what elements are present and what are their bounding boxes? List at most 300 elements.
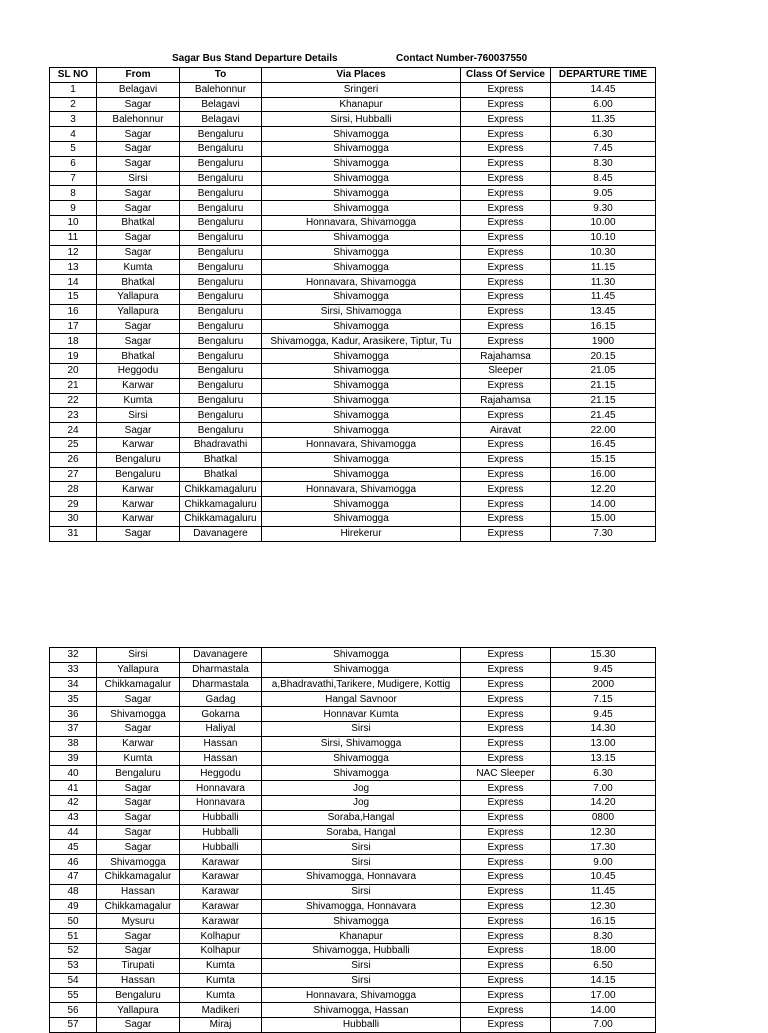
cell-sl-no: 2 (50, 97, 97, 112)
cell-via-places: Shivamogga (262, 423, 461, 438)
cell-from: Heggodu (97, 363, 180, 378)
cell-class-of-service: Express (461, 929, 551, 944)
cell-class-of-service: Express (461, 141, 551, 156)
cell-via-places: Shivamogga (262, 363, 461, 378)
cell-from: Yallapura (97, 1003, 180, 1018)
cell-sl-no: 50 (50, 914, 97, 929)
cell-to: Bengaluru (180, 423, 262, 438)
cell-departure-time: 11.45 (551, 289, 656, 304)
cell-via-places: Shivamogga (262, 349, 461, 364)
cell-via-places: Sirsi (262, 855, 461, 870)
table-row (50, 127, 656, 142)
cell-via-places: Sirsi, Shivamogga (262, 304, 461, 319)
cell-sl-no: 28 (50, 482, 97, 497)
cell-class-of-service: Express (461, 526, 551, 541)
cell-to: Gadag (180, 692, 262, 707)
cell-class-of-service: Express (461, 275, 551, 290)
header-sl-no: SL NO (50, 68, 97, 83)
cell-departure-time: 16.45 (551, 437, 656, 452)
table-row (50, 840, 656, 855)
cell-via-places: Honnavara, Shivamogga (262, 482, 461, 497)
cell-departure-time: 15.30 (551, 648, 656, 663)
cell-departure-time: 14.45 (551, 82, 656, 97)
cell-class-of-service: Express (461, 201, 551, 216)
cell-departure-time: 14.00 (551, 497, 656, 512)
cell-via-places: Honnavara, Shivamogga (262, 215, 461, 230)
cell-from: Sagar (97, 810, 180, 825)
table-row (50, 707, 656, 722)
cell-to: Kumta (180, 973, 262, 988)
cell-departure-time: 14.30 (551, 721, 656, 736)
table-row (50, 393, 656, 408)
cell-sl-no: 57 (50, 1017, 97, 1032)
cell-sl-no: 31 (50, 526, 97, 541)
contact-number: Contact Number-760037550 (396, 53, 528, 64)
cell-via-places: Soraba,Hangal (262, 810, 461, 825)
cell-class-of-service: Express (461, 186, 551, 201)
cell-sl-no: 14 (50, 275, 97, 290)
cell-to: Karawar (180, 899, 262, 914)
cell-class-of-service: Rajahamsa (461, 349, 551, 364)
table-row (50, 929, 656, 944)
cell-departure-time: 10.10 (551, 230, 656, 245)
cell-to: Heggodu (180, 766, 262, 781)
cell-to: Bengaluru (180, 319, 262, 334)
cell-departure-time: 16.15 (551, 319, 656, 334)
cell-departure-time: 7.00 (551, 1017, 656, 1032)
cell-via-places: Shivamogga, Kadur, Arasikere, Tiptur, Tu (262, 334, 461, 349)
cell-from: Sirsi (97, 648, 180, 663)
table-row (50, 97, 656, 112)
cell-to: Bengaluru (180, 260, 262, 275)
cell-class-of-service: Express (461, 751, 551, 766)
cell-to: Davanagere (180, 526, 262, 541)
cell-to: Bengaluru (180, 127, 262, 142)
cell-class-of-service: Express (461, 1017, 551, 1032)
cell-via-places: Shivamogga (262, 393, 461, 408)
cell-departure-time: 6.30 (551, 127, 656, 142)
cell-departure-time: 9.00 (551, 855, 656, 870)
cell-via-places: Shivamogga (262, 914, 461, 929)
cell-to: Bengaluru (180, 186, 262, 201)
cell-departure-time: 0800 (551, 810, 656, 825)
cell-sl-no: 54 (50, 973, 97, 988)
cell-class-of-service: Express (461, 408, 551, 423)
cell-class-of-service: Express (461, 289, 551, 304)
table-row (50, 467, 656, 482)
cell-via-places: Sirsi (262, 721, 461, 736)
cell-class-of-service: Express (461, 378, 551, 393)
cell-from: Belagavi (97, 82, 180, 97)
cell-class-of-service: Express (461, 482, 551, 497)
cell-departure-time: 22.00 (551, 423, 656, 438)
cell-via-places: Shivamogga (262, 141, 461, 156)
table-row (50, 437, 656, 452)
table-row (50, 884, 656, 899)
cell-from: Sagar (97, 781, 180, 796)
cell-sl-no: 12 (50, 245, 97, 260)
cell-departure-time: 1900 (551, 334, 656, 349)
cell-from: Kumta (97, 751, 180, 766)
table-row (50, 958, 656, 973)
cell-from: Sagar (97, 334, 180, 349)
sheet-header (49, 53, 655, 67)
cell-from: Sagar (97, 929, 180, 944)
cell-class-of-service: Express (461, 810, 551, 825)
cell-sl-no: 4 (50, 127, 97, 142)
cell-via-places: Shivamogga (262, 230, 461, 245)
cell-to: Belagavi (180, 97, 262, 112)
table-row (50, 648, 656, 663)
cell-class-of-service: Express (461, 230, 551, 245)
table-row (50, 899, 656, 914)
cell-class-of-service: Express (461, 677, 551, 692)
cell-from: Chikkamagalur (97, 677, 180, 692)
cell-class-of-service: Express (461, 319, 551, 334)
cell-to: Karawar (180, 914, 262, 929)
cell-to: Karawar (180, 869, 262, 884)
cell-sl-no: 15 (50, 289, 97, 304)
cell-sl-no: 41 (50, 781, 97, 796)
cell-to: Bengaluru (180, 201, 262, 216)
cell-to: Hubballi (180, 840, 262, 855)
table-row (50, 1017, 656, 1032)
cell-sl-no: 43 (50, 810, 97, 825)
cell-sl-no: 7 (50, 171, 97, 186)
cell-sl-no: 18 (50, 334, 97, 349)
cell-via-places: Shivamogga (262, 186, 461, 201)
cell-class-of-service: Express (461, 869, 551, 884)
cell-departure-time: 10.00 (551, 215, 656, 230)
cell-via-places: Khanapur (262, 97, 461, 112)
cell-via-places: Shivamogga (262, 511, 461, 526)
cell-sl-no: 16 (50, 304, 97, 319)
cell-sl-no: 45 (50, 840, 97, 855)
cell-from: Mysuru (97, 914, 180, 929)
table-row (50, 810, 656, 825)
cell-from: Sirsi (97, 408, 180, 423)
cell-class-of-service: Express (461, 437, 551, 452)
cell-to: Bengaluru (180, 408, 262, 423)
cell-from: Karwar (97, 497, 180, 512)
cell-via-places: Hirekerur (262, 526, 461, 541)
cell-class-of-service: Express (461, 899, 551, 914)
cell-departure-time: 15.00 (551, 511, 656, 526)
cell-from: Sagar (97, 245, 180, 260)
table-row (50, 82, 656, 97)
cell-departure-time: 16.00 (551, 467, 656, 482)
cell-from: Karwar (97, 736, 180, 751)
cell-to: Bengaluru (180, 230, 262, 245)
cell-from: Bengaluru (97, 766, 180, 781)
cell-via-places: Khanapur (262, 929, 461, 944)
cell-via-places: Shivamogga (262, 127, 461, 142)
cell-sl-no: 51 (50, 929, 97, 944)
cell-class-of-service: Express (461, 721, 551, 736)
cell-via-places: Shivamogga, Hassan (262, 1003, 461, 1018)
cell-class-of-service: Express (461, 97, 551, 112)
cell-via-places: Shivamogga, Honnavara (262, 869, 461, 884)
cell-departure-time: 14.15 (551, 973, 656, 988)
cell-via-places: Honnavara, Shivamogga (262, 437, 461, 452)
cell-sl-no: 40 (50, 766, 97, 781)
cell-sl-no: 38 (50, 736, 97, 751)
cell-class-of-service: Express (461, 334, 551, 349)
cell-sl-no: 8 (50, 186, 97, 201)
cell-class-of-service: Express (461, 943, 551, 958)
cell-sl-no: 23 (50, 408, 97, 423)
cell-departure-time: 11.35 (551, 112, 656, 127)
header-via-places: Via Places (262, 68, 461, 83)
cell-to: Bengaluru (180, 215, 262, 230)
cell-to: Hubballi (180, 810, 262, 825)
cell-from: Sagar (97, 825, 180, 840)
cell-departure-time: 2000 (551, 677, 656, 692)
table-row (50, 201, 656, 216)
cell-via-places: Shivamogga (262, 171, 461, 186)
table-row (50, 112, 656, 127)
table-row (50, 497, 656, 512)
cell-from: Sagar (97, 1017, 180, 1032)
cell-to: Chikkamagaluru (180, 497, 262, 512)
cell-departure-time: 13.15 (551, 751, 656, 766)
cell-departure-time: 12.30 (551, 899, 656, 914)
cell-class-of-service: Airavat (461, 423, 551, 438)
cell-sl-no: 26 (50, 452, 97, 467)
cell-via-places: Soraba, Hangal (262, 825, 461, 840)
cell-departure-time: 6.30 (551, 766, 656, 781)
departure-table-page-2 (49, 647, 656, 1033)
cell-to: Bengaluru (180, 378, 262, 393)
cell-class-of-service: Express (461, 648, 551, 663)
cell-from: Sagar (97, 156, 180, 171)
cell-via-places: Shivamogga (262, 497, 461, 512)
cell-sl-no: 34 (50, 677, 97, 692)
cell-departure-time: 14.00 (551, 1003, 656, 1018)
cell-sl-no: 30 (50, 511, 97, 526)
table-row (50, 677, 656, 692)
cell-via-places: Honnavara, Shivamogga (262, 275, 461, 290)
cell-class-of-service: Express (461, 497, 551, 512)
cell-sl-no: 52 (50, 943, 97, 958)
table-row (50, 721, 656, 736)
cell-sl-no: 27 (50, 467, 97, 482)
cell-departure-time: 21.45 (551, 408, 656, 423)
cell-to: Bengaluru (180, 363, 262, 378)
table-row (50, 423, 656, 438)
table-row (50, 869, 656, 884)
cell-to: Bengaluru (180, 156, 262, 171)
cell-from: Karwar (97, 511, 180, 526)
table-row (50, 973, 656, 988)
cell-via-places: Shivamogga (262, 201, 461, 216)
cell-sl-no: 46 (50, 855, 97, 870)
cell-sl-no: 42 (50, 795, 97, 810)
table-row (50, 988, 656, 1003)
cell-departure-time: 13.00 (551, 736, 656, 751)
cell-class-of-service: Express (461, 304, 551, 319)
cell-departure-time: 13.45 (551, 304, 656, 319)
cell-sl-no: 9 (50, 201, 97, 216)
cell-from: Sagar (97, 319, 180, 334)
cell-via-places: Shivamogga (262, 662, 461, 677)
table-row (50, 751, 656, 766)
cell-from: Sagar (97, 201, 180, 216)
cell-from: Bhatkal (97, 215, 180, 230)
cell-via-places: Shivamogga (262, 319, 461, 334)
table-row (50, 408, 656, 423)
table-row (50, 766, 656, 781)
cell-from: Karwar (97, 378, 180, 393)
cell-from: Yallapura (97, 289, 180, 304)
cell-class-of-service: Express (461, 914, 551, 929)
cell-sl-no: 20 (50, 363, 97, 378)
cell-class-of-service: Express (461, 736, 551, 751)
cell-from: Yallapura (97, 662, 180, 677)
cell-to: Haliyal (180, 721, 262, 736)
cell-departure-time: 12.20 (551, 482, 656, 497)
cell-to: Honnavara (180, 781, 262, 796)
table-row (50, 156, 656, 171)
cell-from: Kumta (97, 393, 180, 408)
cell-to: Dharmastala (180, 662, 262, 677)
cell-to: Chikkamagaluru (180, 511, 262, 526)
cell-via-places: Hubballi (262, 1017, 461, 1032)
table-row (50, 736, 656, 751)
cell-to: Bengaluru (180, 275, 262, 290)
table-row (50, 215, 656, 230)
cell-class-of-service: Express (461, 662, 551, 677)
table-row (50, 452, 656, 467)
cell-sl-no: 47 (50, 869, 97, 884)
cell-departure-time: 18.00 (551, 943, 656, 958)
cell-sl-no: 55 (50, 988, 97, 1003)
cell-from: Tirupati (97, 958, 180, 973)
cell-departure-time: 20.15 (551, 349, 656, 364)
cell-departure-time: 11.45 (551, 884, 656, 899)
cell-sl-no: 11 (50, 230, 97, 245)
cell-from: Sagar (97, 692, 180, 707)
cell-via-places: Hangal Savnoor (262, 692, 461, 707)
cell-to: Gokarna (180, 707, 262, 722)
cell-departure-time: 11.30 (551, 275, 656, 290)
cell-sl-no: 21 (50, 378, 97, 393)
table-row (50, 245, 656, 260)
cell-via-places: Shivamogga (262, 766, 461, 781)
cell-from: Karwar (97, 437, 180, 452)
cell-via-places: a,Bhadravathi,Tarikere, Mudigere, Kottig (262, 677, 461, 692)
cell-to: Kumta (180, 958, 262, 973)
cell-from: Bhatkal (97, 275, 180, 290)
table-row (50, 662, 656, 677)
cell-departure-time: 8.30 (551, 929, 656, 944)
cell-to: Bengaluru (180, 245, 262, 260)
cell-via-places: Shivamogga (262, 378, 461, 393)
cell-from: Hassan (97, 884, 180, 899)
table-row (50, 349, 656, 364)
cell-class-of-service: Express (461, 215, 551, 230)
cell-sl-no: 25 (50, 437, 97, 452)
cell-from: Sagar (97, 230, 180, 245)
table-body-page-2 (50, 648, 656, 1033)
cell-to: Bengaluru (180, 393, 262, 408)
cell-to: Karawar (180, 884, 262, 899)
cell-via-places: Shivamogga (262, 289, 461, 304)
cell-from: Sagar (97, 127, 180, 142)
cell-departure-time: 7.00 (551, 781, 656, 796)
cell-via-places: Sirsi (262, 958, 461, 973)
cell-via-places: Shivamogga (262, 751, 461, 766)
cell-via-places: Shivamogga (262, 648, 461, 663)
cell-to: Dharmastala (180, 677, 262, 692)
cell-sl-no: 37 (50, 721, 97, 736)
cell-departure-time: 14.20 (551, 795, 656, 810)
cell-via-places: Shivamogga (262, 245, 461, 260)
cell-to: Kolhapur (180, 929, 262, 944)
cell-class-of-service: Sleeper (461, 363, 551, 378)
cell-from: Bengaluru (97, 467, 180, 482)
cell-from: Sirsi (97, 171, 180, 186)
cell-via-places: Shivamogga, Honnavara (262, 899, 461, 914)
cell-sl-no: 1 (50, 82, 97, 97)
cell-departure-time: 11.15 (551, 260, 656, 275)
table-row (50, 275, 656, 290)
cell-departure-time: 9.30 (551, 201, 656, 216)
header-departure-time: DEPARTURE TIME (551, 68, 656, 83)
cell-class-of-service: NAC Sleeper (461, 766, 551, 781)
cell-to: Kolhapur (180, 943, 262, 958)
cell-departure-time: 7.45 (551, 141, 656, 156)
cell-departure-time: 9.05 (551, 186, 656, 201)
table-row (50, 825, 656, 840)
header-class-of-service: Class Of Service (461, 68, 551, 83)
cell-via-places: Honnavar Kumta (262, 707, 461, 722)
cell-sl-no: 22 (50, 393, 97, 408)
table-row (50, 511, 656, 526)
cell-class-of-service: Rajahamsa (461, 393, 551, 408)
cell-departure-time: 21.05 (551, 363, 656, 378)
table-row (50, 378, 656, 393)
cell-departure-time: 21.15 (551, 393, 656, 408)
cell-sl-no: 48 (50, 884, 97, 899)
cell-class-of-service: Express (461, 958, 551, 973)
cell-via-places: Shivamogga (262, 467, 461, 482)
cell-class-of-service: Express (461, 795, 551, 810)
cell-to: Madikeri (180, 1003, 262, 1018)
table-row (50, 526, 656, 541)
cell-to: Davanagere (180, 648, 262, 663)
cell-departure-time: 7.30 (551, 526, 656, 541)
cell-class-of-service: Express (461, 82, 551, 97)
cell-departure-time: 8.30 (551, 156, 656, 171)
cell-from: Bengaluru (97, 988, 180, 1003)
cell-to: Bengaluru (180, 349, 262, 364)
cell-sl-no: 10 (50, 215, 97, 230)
cell-from: Sagar (97, 795, 180, 810)
cell-class-of-service: Express (461, 781, 551, 796)
cell-departure-time: 8.45 (551, 171, 656, 186)
cell-via-places: Shivamogga, Hubballi (262, 943, 461, 958)
cell-class-of-service: Express (461, 1003, 551, 1018)
cell-to: Hassan (180, 736, 262, 751)
cell-departure-time: 21.15 (551, 378, 656, 393)
cell-via-places: Sirsi, Shivamogga (262, 736, 461, 751)
cell-class-of-service: Express (461, 707, 551, 722)
cell-sl-no: 13 (50, 260, 97, 275)
cell-via-places: Honnavara, Shivamogga (262, 988, 461, 1003)
cell-to: Bengaluru (180, 334, 262, 349)
cell-via-places: Jog (262, 781, 461, 796)
